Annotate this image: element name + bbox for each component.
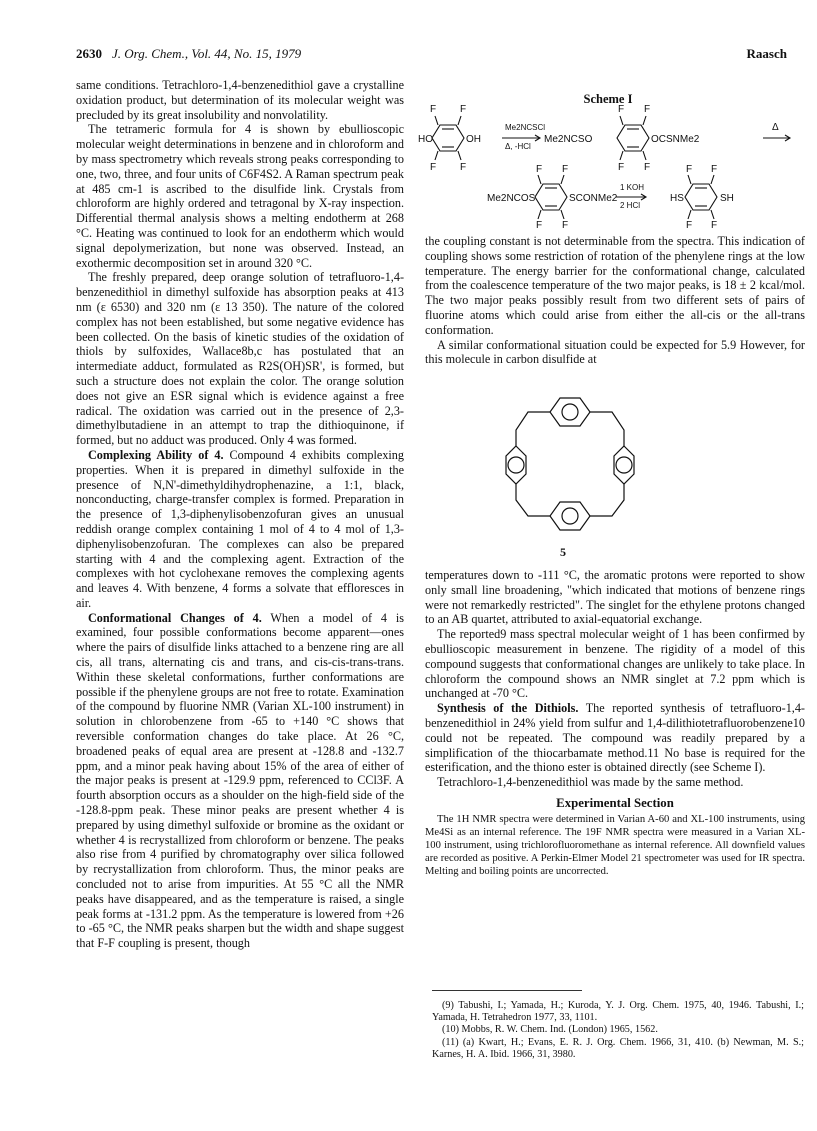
benzene-ring — [614, 446, 634, 484]
reagent-label: Me2NCSCl — [505, 123, 546, 132]
fluorine-label: F — [430, 104, 437, 115]
substituent-label: OH — [466, 134, 481, 145]
fluorine-label: F — [711, 220, 718, 230]
paragraph-text: The reported synthesis of tetrafluoro-1,4-benzenedithiol in 24% yield from sulfur and 1,4-dilithiotetrafluorobenzene10 could not be repeated. The compound was readily prepared by a simplification of the thiocarbamate method.11 No base is required for the esterification, and the thiono ester is obtained directly (see Scheme I). — [425, 701, 805, 775]
journal-citation: J. Org. Chem., Vol. 44, No. 15, 1979 — [112, 46, 302, 61]
heat-label: Δ — [772, 122, 779, 133]
paragraph: Tetrachloro-1,4-benzenedithiol was made by the same method. — [437, 775, 744, 790]
substituent-label: HO — [418, 134, 433, 145]
paragraph: temperatures down to -111 °C, the aromatic protons were reported to show only small line broadening, "which indicated that motions of benzene rings were not remarkedly restricted". The singlet for the ethylene protons changed to an AB quartet, attributed to axial-equatorial exchange. — [425, 568, 805, 627]
paragraph — [76, 448, 404, 611]
paragraph-text: When a model of 4 is examined, four possible conformations become apparent—ones where the pairs of disulfide links attached to a benzene ring are all cis, all trans, alternating cis and trans, and cis-cis-trans-trans. Within these skeletal conformations, further conformations are possible if the phenylene groups are not free to rotate. Examination of the compound by fluorine NMR (Varian XL-100 instrument) in solution in chlorobenzene from -65 to +140 °C shows that reversible conformation changes do take place. At 26 °C, broadened peaks of equal area are present at -128.8 and -132.7 ppm, and a minor peak having about 15% of the area of either of the major peaks is present at -129.9 ppm, referenced to CCl3F. A fourth absorption occurs as a shoulder on the high-field side of the -128.8-ppm peak. These minor peaks are present whether 4 is prepared by using dimethyl sulfoxide or bromine as the oxidant or whether 4 is recrystallized from chloroform or benzene. The peaks also rise from 4 purified by chromatography over silica followed by recrystallization from chloroform. Thus, the minor peaks are concluded not to arise from impurities. At 55 °C all the NMR peaks have disappeared, and as the temperature is raised, a single peak forms at -131.2 ppm. As the temperature is lowered from +26 to -65 °C, the NMR peaks sharpen but the width and shape suggest that F-F coupling is present, though — [76, 610, 404, 951]
right-column-bottom — [425, 568, 805, 878]
benzene-ring — [506, 446, 526, 484]
substituent-label: SH — [720, 193, 734, 204]
running-author: Raasch — [746, 46, 787, 61]
section-lead: Conformational Changes of 4. — [88, 610, 262, 625]
paragraph: same conditions. Tetrachloro-1,4-benzenedithiol gave a crystalline oxidation product, but determination of its molecular weight was precluded by its great insolubility and nonvolatility. — [76, 78, 404, 122]
reference-item: (9) Tabushi, I.; Yamada, H.; Kuroda, Y. J. Org. Chem. 1975, 40, 1946. Tabushi, I.; Yamada, H. Tetrahedron 1977, 33, 1101. — [432, 1000, 804, 1024]
footnote-rule — [432, 990, 582, 991]
page-number: 2630 — [76, 46, 102, 61]
compound-5-structure — [480, 390, 660, 542]
fluorine-label: F — [460, 104, 467, 115]
fluorine-label: F — [686, 164, 693, 175]
paragraph — [425, 701, 805, 775]
reagent-label: 2 HCl — [620, 201, 641, 210]
scheme-diagram — [418, 100, 808, 230]
substituent-label: Me2NCOS — [487, 193, 536, 204]
paragraph — [76, 611, 404, 951]
fluorine-label: F — [644, 104, 651, 115]
right-column-top — [425, 234, 805, 367]
reagent-label: Δ, -HCl — [505, 142, 531, 151]
paragraph: The tetrameric formula for 4 is shown by ebullioscopic molecular weight determinations in benzene and in chloroform and by mass spectrometry which reveals strong peaks corresponding to one, two, three, and four units of C6F4S2. A Raman spectrum peak at 485 cm-1 is ascribed to the disulfide link. Crystals from chloroform are highly ordered and tetragonal by X-ray inspection. Differential thermal analysis shows a melting endotherm at 268 °C. Heating was continued to look for an endotherm which would signal depolymerization, but none was observed. Instead, an exothermic decomposition set in around 320 °C. — [76, 122, 404, 270]
fluorine-label: F — [562, 220, 569, 230]
substituent-label: SCONMe2 — [569, 193, 618, 204]
reference-item: (10) Mobbs, R. W. Chem. Ind. (London) 1965, 1562. — [442, 1024, 658, 1036]
paragraph: The reported9 mass spectral molecular weight of 1 has been confirmed by ebullioscopic measurement in benzene. The rigidity of a model of this compound suggests that conformational changes are unlikely to take place. In chloroform the compound shows an NMR singlet at 7.2 ppm which is unchanged at -70 °C. — [425, 627, 805, 701]
fluorine-label: F — [430, 162, 437, 173]
substituent-label: OCSNMe2 — [651, 134, 700, 145]
section-lead: Complexing Ability of 4. — [88, 447, 224, 462]
benzene-ring — [550, 398, 590, 426]
fluorine-label: F — [460, 162, 467, 173]
fluorine-label: F — [644, 162, 651, 173]
section-lead: Synthesis of the Dithiols. — [437, 701, 579, 716]
substituent-label: HS — [670, 193, 684, 204]
fluorine-label: F — [536, 220, 543, 230]
paragraph: A similar conformational situation could be expected for 5.9 However, for this molecule in carbon disulfide at — [425, 337, 805, 367]
fluorine-label: F — [711, 164, 718, 175]
paragraph-text: Compound 4 exhibits complexing properties. When it is prepared in dimethyl sulfoxide in the presence of N,N'-dimethyldihydrophenazine, a 1:1, black, nonconducting, charge-transfer complex is formed. Preparation in the presence of 1,3-diphenylisobenzofuran gives an unusual reddish orange complex containing 1 mol of 4 to 4 mol of 1,3-diphenylisobenzofuran. The complexes can also be prepared starting with 4 and the complexing agent. Extraction of the complexes with hot cyclohexane removes the complexing agents and leaves 4. With benzene, 4 forms a solvate that effloresces in air. — [76, 447, 404, 610]
substituent-label: Me2NCSO — [544, 134, 593, 145]
reagent-label: 1 KOH — [620, 183, 645, 192]
paragraph: The 1H NMR spectra were determined in Varian A-60 and XL-100 instruments, using Me4Si as an internal reference. The 19F NMR spectra were measured in a Varian XL-100 instrument, using trichlorofluoromethane as internal reference. All downfield values are recorded as positive. A Perkin-Elmer Model 21 spectrometer was used for IR spectra. Melting and boiling points are uncorrected. — [425, 813, 805, 877]
fluorine-label: F — [536, 164, 543, 175]
fluorine-label: F — [618, 162, 625, 173]
compound-label: 5 — [560, 545, 566, 559]
paragraph: The freshly prepared, deep orange solution of tetrafluoro-1,4-benzenedithiol in dimethyl sulfoxide has absorption peaks at 413 nm (ε 6530) and 320 nm (ε 13 350). The nature of the colored complex has not been established, but some negative evidence has been collected. On the basis of kinetic studies of the oxidation of thiols by sulfoxides, Wallace8b,c has postulated that an intermediate adduct, formulated as R2S(OH)SR', is formed, but such a structure does not explain the color. The orange solution does not give an ESR signal which is evidence against a free radical. The oxidation was carried out in the presence of 2,3-dimethylbutadiene in an attempt to trap the dithioquinone, if formed, but no adduct was produced. Only 4 was formed. — [76, 270, 404, 448]
scheme-title: Scheme I — [583, 92, 633, 106]
fluorine-label: F — [618, 104, 625, 115]
fluorine-label: F — [562, 164, 569, 175]
references — [432, 1000, 804, 1061]
left-column — [76, 78, 404, 951]
section-title: Experimental Section — [556, 795, 674, 810]
reference-item: (11) (a) Kwart, H.; Evans, E. R. J. Org. Chem. 1966, 31, 410. (b) Newman, M. S.; Karnes, H. A. Ibid. 1966, 31, 3980. — [432, 1036, 804, 1060]
benzene-ring — [550, 502, 590, 530]
fluorine-label: F — [686, 220, 693, 230]
paragraph: the coupling constant is not determinable from the spectra. This indication of coupling shows some restriction of rotation of the phenylene rings at the low temperature. The energy barrier for the conformational change, calculated from the coalescence temperature of the two major peaks, is 18 ± 2 kcal/mol. The two major peaks possibly result from two different sets of pairs of fluorine atoms which could arise from either the all-cis or the all-trans conformation. — [425, 234, 805, 337]
